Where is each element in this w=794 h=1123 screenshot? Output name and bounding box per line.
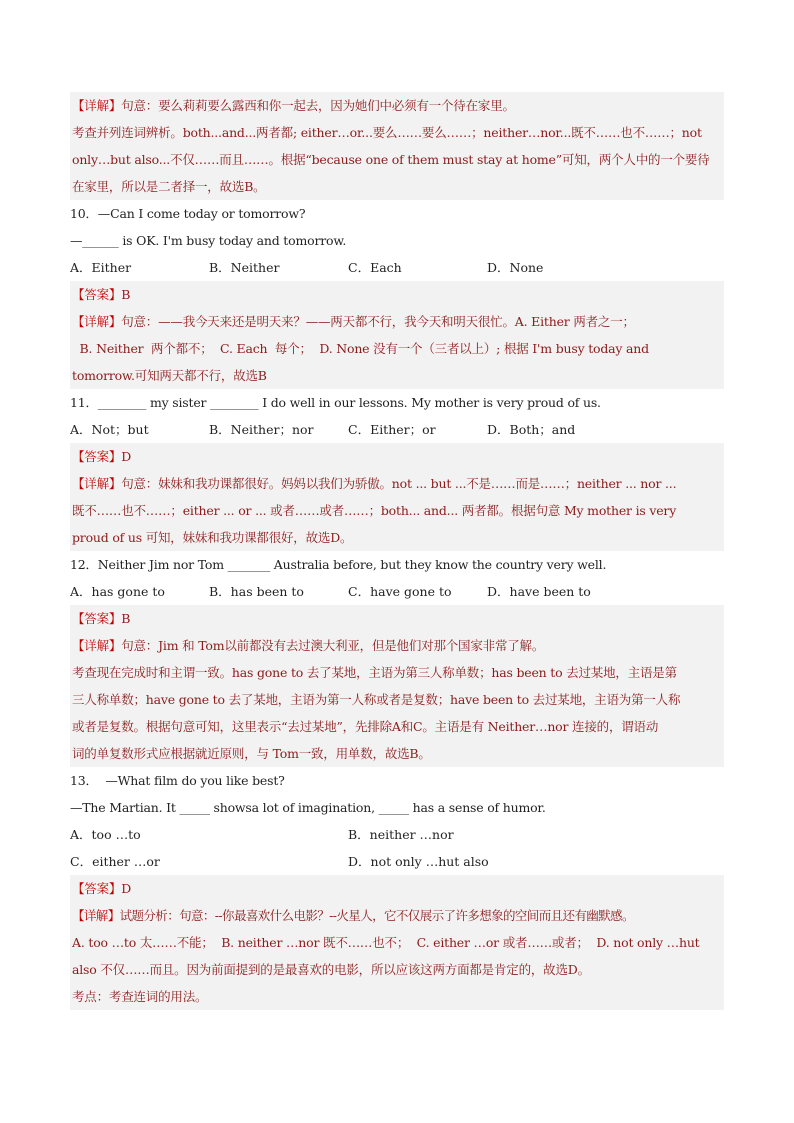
q10-stem-2: —______ is OK. I'm busy today and tomorrow. [70,233,347,248]
explain-tag: 【详解】 [72,638,122,653]
option-a: A．Either [70,260,132,275]
q10-explain-line-2: B. Neither 两个都不； C. Each 每个； D. None 没有一个（三者以上）; 根据 I'm busy today and [72,341,649,356]
option-b: B．has been to [209,584,304,599]
q11-options [70,416,724,443]
q13-options-row-2 [70,848,724,875]
q13-explain-line-1: 【详解】试题分析：句意：--你最喜欢什么电影？--火星人，它不仅展示了许多想象的空间而且还有幽默感。 [72,908,634,923]
q11-stem: 11．________ my sister ________ I do well in our lessons. My mother is very proud of us. [70,395,601,410]
q13-stem-1: 13． —What film do you like best? [70,773,285,788]
option-b: B．Neither；nor [209,422,314,437]
q12-explain-line-1: 【详解】句意：Jim 和 Tom以前都没有去过澳大利亚，但是他们对那个国家非常了解。 [72,638,545,653]
q9-explain-line-4: 在家里，所以是二者择一，故选B。 [72,179,266,194]
q11-explain-line-1: 【详解】句意：妹妹和我功课都很好。妈妈以我们为骄傲。not ... but ...不是……而是……；neither ... nor ... [72,476,677,491]
q10-answer: 【答案】B [72,287,131,302]
q10-answer-box [70,281,724,389]
q11-explain-line-3: proud of us 可知，妹妹和我功课都很好，故选D。 [72,530,353,545]
q13-stem-2: —The Martian. It _____ showsa lot of imagination, _____ has a sense of humor. [70,800,546,815]
answer-tag: 【答案】 [72,449,122,464]
q13-explain-line-4: 考点：考查连词的用法。 [72,989,208,1004]
q12-answer: 【答案】B [72,611,131,626]
q10-options [70,254,724,281]
explain-tag: 【详解】 [72,98,122,113]
q12-explain-line-3: 三人称单数；have gone to 去了某地，主语为第一人称或者是复数；have been to 去过某地，主语为第一人称 [72,692,681,707]
q13-options-row-1 [70,821,724,848]
option-c: C．either …or [70,854,160,869]
explain-tag: 【详解】 [72,908,120,923]
option-d: D．have been to [487,584,591,599]
option-b: B．neither …nor [348,827,454,842]
document-page [70,92,724,1010]
q12-options [70,578,724,605]
q11-explain-line-2: 既不……也不……；either ... or ... 或者……或者……；both... and... 两者都。根据句意 My mother is very [72,503,677,518]
explain-tag: 【详解】 [72,476,122,491]
q13-answer-box [70,875,724,1010]
option-a: A．Not；but [70,422,149,437]
option-d: D．Both；and [487,422,576,437]
option-d: D．not only …hut also [348,854,489,869]
answer-tag: 【答案】 [72,287,122,302]
q13-explain-line-2: A. too …to 太……不能； B. neither …nor 既不……也不； C. either …or 或者……或者； D. not only …hut [72,935,700,950]
q13-answer: 【答案】D [72,881,132,896]
q11-answer: 【答案】D [72,449,132,464]
answer-tag: 【答案】 [72,611,122,626]
q12-answer-box [70,605,724,767]
option-d: D．None [487,260,544,275]
q10-stem-1: 10．—Can I come today or tomorrow? [70,206,306,221]
q12-stem: 12．Neither Jim nor Tom _______ Australia before, but they know the country very well. [70,557,607,572]
option-c: C．Either；or [348,422,436,437]
q12-explain-line-5: 词的单复数形式应根据就近原则，与 Tom一致，用单数，故选B。 [72,746,431,761]
q9-explain-line-2: 考查并列连词辨析。both...and...两者都; either…or...要么……要么……；neither…nor...既不……也不……；not [72,125,702,140]
option-c: C．Each [348,260,402,275]
option-a: A．too …to [70,827,141,842]
q9-explain-line-3: only…but also...不仅……而且……。根据“because one of them must stay at home”可知，两个人中的一个要待 [72,152,710,167]
answer-tag: 【答案】 [72,881,122,896]
option-a: A．has gone to [70,584,165,599]
q10-explain-line-1: 【详解】句意：——我今天来还是明天来？——两天都不行，我今天和明天很忙。A. Either 两者之一； [72,314,635,329]
q12-explain-line-2: 考查现在完成时和主谓一致。has gone to 去了某地，主语为第三人称单数；has been to 去过某地，主语是第 [72,665,677,680]
option-c: C．have gone to [348,584,452,599]
q12-explain-line-4: 或者是复数。根据句意可知，这里表示“去过某地”，先排除A和C。主语是有 Neither…nor 连接的，谓语动 [72,719,659,734]
explain-tag: 【详解】 [72,314,122,329]
q11-answer-box [70,443,724,551]
q13-explain-line-3: also 不仅……而且。因为前面提到的是最喜欢的电影，所以应该这两方面都是肯定的，故选D。 [72,962,590,977]
option-b: B．Neither [209,260,280,275]
q9-explain-line-1: 【详解】句意：要么莉莉要么露西和你一起去，因为她们中必须有一个待在家里。 [72,98,515,113]
q9-explanation-box [70,92,724,200]
q10-explain-line-3: tomorrow.可知两天都不行，故选B [72,368,267,383]
